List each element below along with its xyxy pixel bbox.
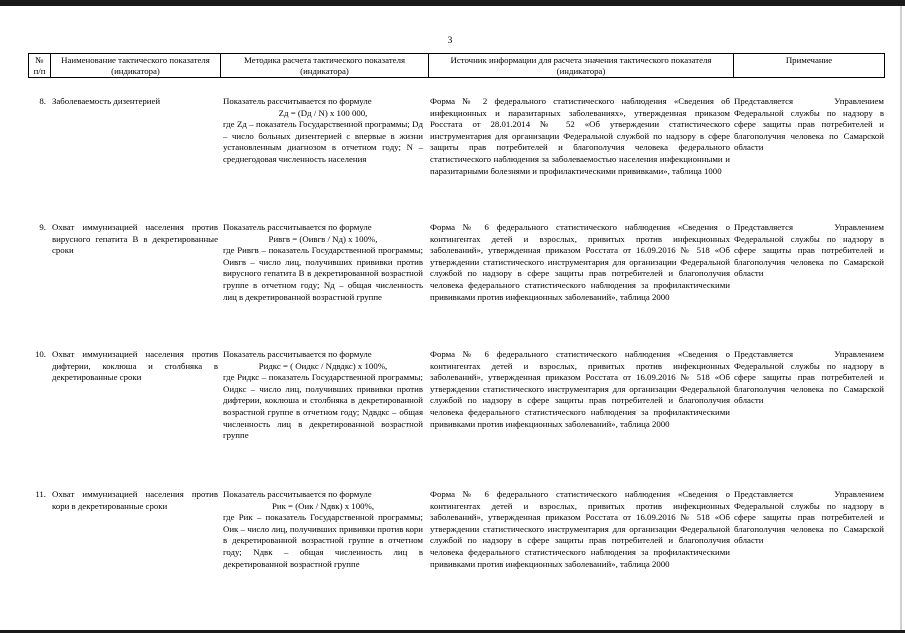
method-formula: Pик = (Oик / Nдвк) x 100%, [271, 500, 375, 511]
indicator-name: Охват иммунизацией населения против кори в декретированные сроки [52, 489, 218, 511]
scan-side-shadow [900, 6, 902, 630]
header-source: Источник информации для расчета значения тактического показателя (индикатора) [429, 54, 734, 78]
method-text: где Pивгв – показатель Государственной программы; Oивгв – число лиц, получивших прививки против вирусного гепатита В в декретированной возрастной группе в отчетном году; Nд – общая численность лиц в декретированной возрастной группе [223, 245, 423, 302]
indicator-name: Охват иммунизацией населения против дифтерии, коклюша и столбняка в декретированные сроки [52, 349, 218, 383]
header-num: № п/п [29, 54, 51, 78]
calculation-method [223, 349, 423, 442]
indicator-name: Охват иммунизацией населения против вирусного гепатита В в декретированные сроки [52, 222, 218, 256]
scan-bottom-border [0, 630, 905, 633]
information-source: Форма № 6 федерального статистического наблюдения «Сведения о контингентах детей и взрослых, привитых против инфекционных заболеваний», утвержденная приказом Росстата от 16.09.2016 № 518 «Об утверждении статистического инструментария для организации Федеральной службой по надзору в сфере защиты прав потребителей и благополучия человека федерального статистического наблюдения за профилактическими прививками против инфекционных заболеваний», таблица 2000 [430, 222, 730, 302]
calculation-method [223, 222, 423, 303]
method-formula: Pивгв = (Oивгв / Nд) x 100%, [268, 233, 378, 244]
calculation-method [223, 489, 423, 570]
method-intro: Показатель рассчитывается по формуле [223, 96, 372, 106]
information-source: Форма № 6 федерального статистического наблюдения «Сведения о контингентах детей и взрослых, привитых против инфекционных заболеваний», утвержденная приказом Росстата от 16.09.2016 № 518 «Об утверждении статистического инструментария для организации Федеральной службой по надзору в сфере защиты прав потребителей и благополучия человека федерального статистического наблюдения за профилактическими прививками против инфекционных заболеваний», таблица 2000 [430, 349, 730, 429]
row-number: 10. [35, 349, 46, 359]
page-number: 3 [447, 36, 453, 46]
method-text: где Zд – показатель Государственной программы; Dд – число больных дизентерией с впервые в жизни установленным диагнозом в отчетном году; N – среднегодовая численность населения [223, 119, 423, 164]
note: Представляется Управлением Федеральной службы по надзору в сфере защиты прав потребителей и благополучия человека по Самарской области [734, 222, 884, 279]
information-source: Форма № 6 федерального статистического наблюдения «Сведения о контингентах детей и взрослых, привитых против инфекционных заболеваний», утвержденная приказом Росстата от 16.09.2016 № 518 «Об утверждении статистического инструментария для организации Федеральной службой по надзору в сфере защиты прав потребителей и благополучия человека федерального статистического наблюдения за профилактическими прививками против инфекционных заболеваний», таблица 2000 [430, 489, 730, 569]
note: Представляется Управлением Федеральной службы по надзору в сфере защиты прав потребителей и благополучия человека по Самарской области [734, 489, 884, 546]
header-name: Наименование тактического показателя (индикатора) [51, 54, 221, 78]
table-header [28, 53, 885, 78]
method-formula: Zд = (Dд / N) x 100 000, [278, 107, 368, 118]
method-intro: Показатель рассчитывается по формуле [223, 349, 372, 359]
indicator-name: Заболеваемость дизентерией [52, 96, 161, 106]
note: Представляется Управлением Федеральной службы по надзору в сфере защиты прав потребителей и благополучия человека по Самарской области [734, 349, 884, 406]
header-method: Методика расчета тактического показателя (индикатора) [221, 54, 429, 78]
method-intro: Показатель рассчитывается по формуле [223, 222, 372, 232]
method-intro: Показатель рассчитывается по формуле [223, 489, 372, 499]
calculation-method [223, 96, 423, 166]
method-formula: Pидкс = ( Oидкс / Nдвдкс) x 100%, [258, 360, 388, 371]
row-number: 9. [39, 222, 46, 232]
method-text: где Pик – показатель Государственной программы; Oик – число лиц, получивших прививки против кори в декретированной возрастной группе в отчетном году; Nдвк – общая численность лиц в декретированной возрастной группе [223, 512, 423, 569]
row-number: 8. [39, 96, 46, 106]
header-note: Примечание [734, 54, 885, 78]
method-text: где Pидкс – показатель Государственной программы; Oидкс – число лиц, получивших прививки против дифтерии, коклюша и столбняка в декретированной возрастной группе в отчетном году; Nдвдкс – общая численность лиц в декретированной возрастной группе [223, 372, 423, 441]
information-source: Форма № 2 федерального статистического наблюдения «Сведения об инфекционных и паразитарных заболеваниях», утвержденная приказом Росстата от 28.01.2014 № 52 «Об утверждении статистического инструментария для организации Федеральной службой по надзору в сфере защиты прав потребителей и благополучия человека федерального статистического наблюдения за заболеваемостью населения инфекционными и паразитарными болезнями и профилактическими прививками», таблица 1000 [430, 96, 730, 176]
scan-top-border [0, 0, 905, 6]
note: Представляется Управлением Федеральной службы по надзору в сфере защиты прав потребителей и благополучия человека по Самарской области [734, 96, 884, 153]
row-number: 11. [35, 489, 46, 499]
